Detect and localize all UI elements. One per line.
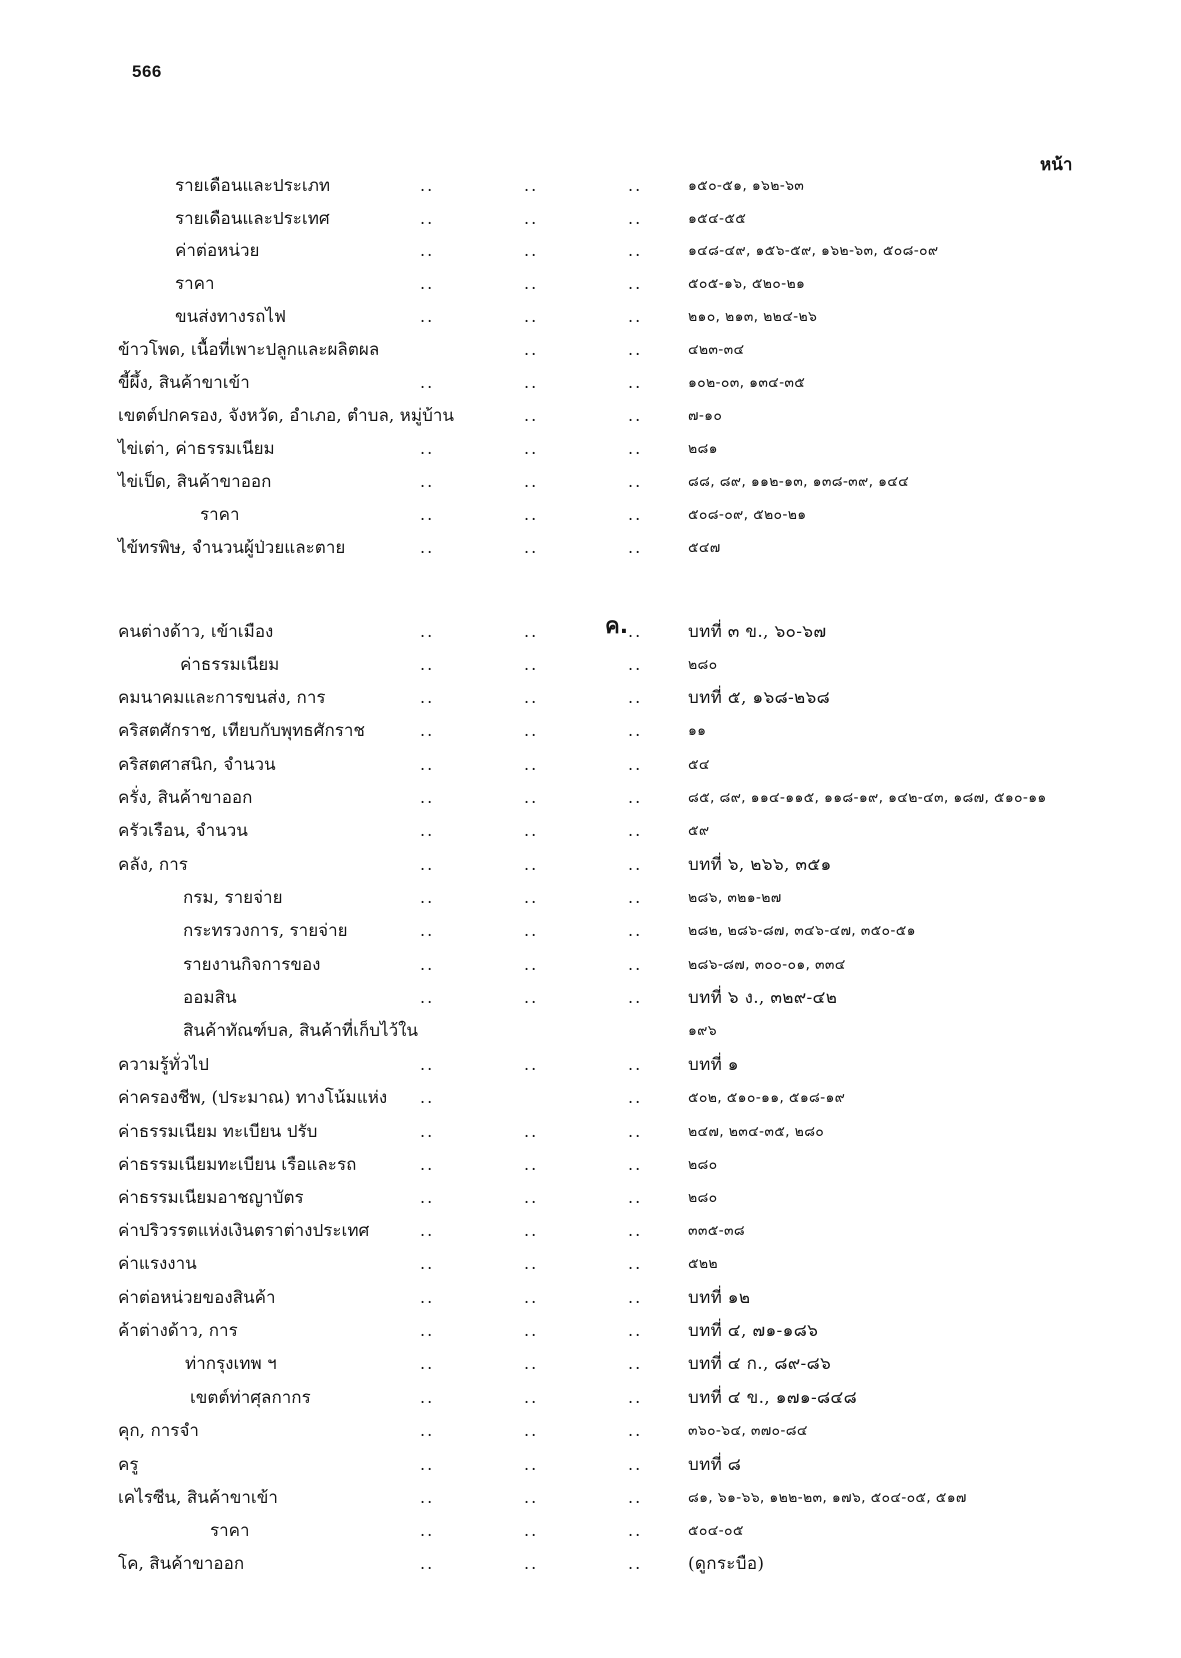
- leader-dots: ..: [420, 1055, 435, 1074]
- page-column-header: หน้า: [1040, 155, 1073, 175]
- index-row: [0, 1516, 1181, 1546]
- index-row: [0, 1150, 1181, 1180]
- leader-dots: ..: [628, 755, 643, 774]
- index-row: [0, 1283, 1181, 1313]
- index-row: [0, 1450, 1181, 1480]
- index-row: [0, 1216, 1181, 1246]
- leader-dots: ..: [524, 921, 539, 940]
- leader-dots: ..: [420, 1155, 435, 1174]
- leader-dots: ..: [420, 821, 435, 840]
- index-page-refs: บทที่ ๘: [688, 1455, 742, 1475]
- leader-dots: ..: [628, 1321, 643, 1340]
- index-term: ค่าธรรมเนียม: [180, 655, 280, 675]
- leader-dots: ..: [628, 655, 643, 674]
- leader-dots: ..: [420, 274, 435, 293]
- leader-dots: ..: [524, 655, 539, 674]
- index-row: [0, 204, 1181, 234]
- leader-dots: ..: [420, 439, 435, 458]
- leader-dots: ..: [420, 472, 435, 491]
- leader-dots: ..: [420, 1488, 435, 1507]
- index-term: ค่าธรรมเนียม ทะเบียน ปรับ: [118, 1122, 318, 1142]
- leader-dots: ..: [628, 1421, 643, 1440]
- index-page-refs: ๒๑๐, ๒๑๓, ๒๒๔-๒๖: [688, 309, 818, 325]
- leader-dots: ..: [524, 241, 539, 260]
- leader-dots: ..: [524, 622, 539, 641]
- leader-dots: ..: [524, 538, 539, 557]
- index-page-refs: ๔๒๓-๓๔: [688, 342, 745, 358]
- leader-dots: ..: [420, 1254, 435, 1273]
- leader-dots: ..: [524, 307, 539, 326]
- index-row: [0, 1050, 1181, 1080]
- index-page-refs: บทที่ ๔ ข., ๑๗๑-๘๔๘: [688, 1388, 858, 1408]
- index-row: [0, 1349, 1181, 1379]
- leader-dots: ..: [628, 1354, 643, 1373]
- leader-dots: ..: [524, 439, 539, 458]
- leader-dots: ..: [628, 406, 643, 425]
- leader-dots: ..: [420, 921, 435, 940]
- leader-dots: ..: [420, 1321, 435, 1340]
- index-term: รายเดือนและประเทศ: [175, 209, 330, 229]
- leader-dots: ..: [524, 688, 539, 707]
- index-term: ขี้ผึ้ง, สินค้าขาเข้า: [118, 373, 250, 393]
- leader-dots: ..: [628, 721, 643, 740]
- index-row: [0, 1249, 1181, 1279]
- index-row: [0, 650, 1181, 680]
- leader-dots: ..: [524, 1321, 539, 1340]
- leader-dots: ..: [420, 688, 435, 707]
- index-page-refs: ๒๘๐: [688, 1157, 718, 1173]
- index-row: [0, 500, 1181, 530]
- index-term: ค่าต่อหน่วย: [175, 241, 260, 261]
- leader-dots: ..: [524, 176, 539, 195]
- index-row: [0, 1316, 1181, 1346]
- index-term: คมนาคมและการขนส่ง, การ: [118, 688, 326, 708]
- index-page-refs: ๑๔๘-๔๙, ๑๕๖-๕๙, ๑๖๒-๖๓, ๕๐๘-๐๙: [688, 243, 939, 259]
- index-row: [0, 1183, 1181, 1213]
- index-term: ครู: [118, 1455, 139, 1475]
- index-term: ไข่เต่า, ค่าธรรมเนียม: [118, 439, 275, 459]
- leader-dots: ..: [524, 988, 539, 1007]
- leader-dots: ..: [420, 1288, 435, 1307]
- index-page-refs: บทที่ ๕, ๑๖๘-๒๖๘: [688, 688, 831, 708]
- leader-dots: ..: [420, 505, 435, 524]
- index-term: เขตต์ปกครอง, จังหวัด, อำเภอ, ตำบล, หมู่บ้าน: [118, 406, 455, 426]
- leader-dots: ..: [524, 1188, 539, 1207]
- leader-dots: ..: [420, 788, 435, 807]
- leader-dots: ..: [524, 888, 539, 907]
- index-row: [0, 401, 1181, 431]
- index-term: ค่าธรรมเนียมทะเบียน เรือและรถ: [118, 1155, 357, 1175]
- index-page-refs: บทที่ ๓ ข., ๖๐-๖๗: [688, 622, 827, 642]
- index-page-refs: ๓๓๕-๓๘: [688, 1223, 745, 1239]
- leader-dots: ..: [420, 1554, 435, 1573]
- leader-dots: ..: [524, 274, 539, 293]
- index-row: [0, 302, 1181, 332]
- leader-dots: ..: [628, 788, 643, 807]
- leader-dots: ..: [524, 1288, 539, 1307]
- leader-dots: ..: [420, 1388, 435, 1407]
- index-page-refs: ๒๘๐: [688, 657, 718, 673]
- index-term: ครั่ง, สินค้าขาออก: [118, 788, 253, 808]
- page-number: 566: [132, 62, 162, 81]
- leader-dots: ..: [420, 955, 435, 974]
- leader-dots: ..: [524, 1221, 539, 1240]
- index-page-refs: ๘๑, ๖๑-๖๖, ๑๒๒-๒๓, ๑๗๖, ๕๐๔-๐๕, ๕๑๗: [688, 1490, 967, 1506]
- leader-dots: ..: [628, 1388, 643, 1407]
- index-page-refs: ๒๘๑: [688, 441, 718, 457]
- leader-dots: ..: [628, 1155, 643, 1174]
- index-page-refs: ๕๐๘-๐๙, ๕๒๐-๒๑: [688, 507, 807, 523]
- index-row: [0, 1483, 1181, 1513]
- index-term: ค่าแรงงาน: [118, 1254, 197, 1274]
- index-row: [0, 750, 1181, 780]
- index-page-refs: ๘๕, ๘๙, ๑๑๔-๑๑๕, ๑๑๘-๑๙, ๑๔๒-๔๓, ๑๘๗, ๕๑๐-๑๑: [688, 790, 1047, 806]
- leader-dots: ..: [628, 274, 643, 293]
- leader-dots: ..: [628, 538, 643, 557]
- leader-dots: ..: [420, 1088, 435, 1107]
- index-row: [0, 716, 1181, 746]
- leader-dots: ..: [524, 1554, 539, 1573]
- leader-dots: ..: [524, 1155, 539, 1174]
- index-term: ขนส่งทางรถไฟ: [175, 307, 286, 327]
- leader-dots: ..: [420, 1521, 435, 1540]
- index-row: [0, 916, 1181, 946]
- index-term: รายงานกิจการของ: [183, 955, 321, 975]
- leader-dots: ..: [524, 788, 539, 807]
- leader-dots: ..: [628, 176, 643, 195]
- index-row: [0, 1083, 1181, 1113]
- leader-dots: ..: [628, 622, 643, 641]
- leader-dots: ..: [420, 209, 435, 228]
- leader-dots: ..: [628, 1188, 643, 1207]
- index-term: เคไรซีน, สินค้าขาเข้า: [118, 1488, 278, 1508]
- index-page-refs: ๕๔๗: [688, 540, 721, 556]
- leader-dots: ..: [524, 821, 539, 840]
- index-page-refs: ๕๐๔-๐๕: [688, 1523, 744, 1539]
- index-row: [0, 883, 1181, 913]
- leader-dots: ..: [524, 1254, 539, 1273]
- index-page-refs: ๕๙: [688, 823, 710, 839]
- index-page-refs: ๒๔๗, ๒๓๔-๓๕, ๒๘๐: [688, 1124, 825, 1140]
- leader-dots: ..: [628, 439, 643, 458]
- index-term: ค่าต่อหน่วยของสินค้า: [118, 1288, 276, 1308]
- index-term: รายเดือนและประเภท: [175, 176, 331, 196]
- leader-dots: ..: [420, 1421, 435, 1440]
- index-row: [0, 1383, 1181, 1413]
- index-term: สินค้าทัณฑ์บล, สินค้าที่เก็บไว้ใน: [183, 1021, 419, 1041]
- index-term: โค, สินค้าขาออก: [118, 1554, 245, 1574]
- index-page-refs: ๕๐๕-๑๖, ๕๒๐-๒๑: [688, 276, 806, 292]
- index-term: คนต่างด้าว, เข้าเมือง: [118, 622, 274, 642]
- index-row: [0, 1117, 1181, 1147]
- index-row: [0, 1416, 1181, 1446]
- leader-dots: ..: [628, 888, 643, 907]
- leader-dots: ..: [524, 472, 539, 491]
- index-page-refs: ๑๑: [688, 723, 707, 739]
- leader-dots: ..: [420, 855, 435, 874]
- leader-dots: ..: [420, 988, 435, 1007]
- leader-dots: ..: [420, 241, 435, 260]
- leader-dots: ..: [420, 307, 435, 326]
- index-page-refs: บทที่ ๖, ๒๖๖, ๓๕๑: [688, 855, 832, 875]
- leader-dots: ..: [524, 755, 539, 774]
- index-row: [0, 1549, 1181, 1579]
- leader-dots: ..: [524, 721, 539, 740]
- index-row: [0, 171, 1181, 201]
- leader-dots: ..: [628, 505, 643, 524]
- index-term: คุก, การจำ: [118, 1421, 199, 1441]
- index-term: คลัง, การ: [118, 855, 188, 875]
- leader-dots: ..: [524, 209, 539, 228]
- index-page-refs: บทที่ ๔, ๗๑-๑๘๖: [688, 1321, 819, 1341]
- leader-dots: ..: [628, 472, 643, 491]
- leader-dots: ..: [524, 1388, 539, 1407]
- index-page-refs: ๕๒๒: [688, 1256, 718, 1272]
- leader-dots: ..: [524, 855, 539, 874]
- index-term: ราคา: [200, 505, 240, 525]
- index-page-refs: ๑๕๔-๕๕: [688, 211, 747, 227]
- index-page-refs: (ดูกระบือ): [688, 1554, 765, 1574]
- leader-dots: ..: [628, 209, 643, 228]
- leader-dots: ..: [628, 1088, 643, 1107]
- index-page-refs: ๒๘๐: [688, 1190, 718, 1206]
- index-term: ค้าต่างด้าว, การ: [118, 1321, 238, 1341]
- leader-dots: ..: [628, 988, 643, 1007]
- index-row: [0, 434, 1181, 464]
- leader-dots: ..: [628, 1221, 643, 1240]
- leader-dots: ..: [628, 855, 643, 874]
- leader-dots: ..: [524, 1521, 539, 1540]
- index-term: กระทรวงการ, รายจ่าย: [183, 921, 348, 941]
- leader-dots: ..: [420, 1455, 435, 1474]
- index-term: ข้าวโพด, เนื้อที่เพาะปลูกและผลิตผล: [118, 340, 380, 360]
- index-row: [0, 335, 1181, 365]
- index-page-refs: บทที่ ๖ ง., ๓๒๙-๔๒: [688, 988, 838, 1008]
- index-page-refs: ๑๙๖: [688, 1023, 717, 1039]
- index-page-refs: ๘๘, ๘๙, ๑๑๒-๑๓, ๑๓๘-๓๙, ๑๔๔: [688, 474, 910, 490]
- leader-dots: ..: [420, 373, 435, 392]
- index-term: กรม, รายจ่าย: [183, 888, 283, 908]
- index-term: ออมสิน: [183, 988, 237, 1008]
- leader-dots: ..: [524, 505, 539, 524]
- leader-dots: ..: [628, 241, 643, 260]
- index-page-refs: ๒๘๒, ๒๘๖-๘๗, ๓๔๖-๔๗, ๓๕๐-๕๑: [688, 923, 916, 939]
- leader-dots: ..: [420, 888, 435, 907]
- index-page-refs: ๗-๑๐: [688, 408, 723, 424]
- section-letter: ค.: [605, 614, 629, 639]
- leader-dots: ..: [524, 1421, 539, 1440]
- leader-dots: ..: [420, 1354, 435, 1373]
- index-row: [0, 467, 1181, 497]
- index-row: [0, 269, 1181, 299]
- index-row: [0, 1016, 1181, 1046]
- index-term: ท่ากรุงเทพ ฯ: [185, 1354, 277, 1374]
- index-term: ไข่เป็ด, สินค้าขาออก: [118, 472, 272, 492]
- index-row: [0, 983, 1181, 1013]
- leader-dots: ..: [524, 1488, 539, 1507]
- index-page-refs: ๒๘๖-๘๗, ๓๐๐-๐๑, ๓๓๔: [688, 957, 846, 973]
- index-page-refs: ๕๐๒, ๕๑๐-๑๑, ๕๑๘-๑๙: [688, 1090, 846, 1106]
- leader-dots: ..: [628, 1521, 643, 1540]
- leader-dots: ..: [420, 1221, 435, 1240]
- index-term: คริสตศาสนิก, จำนวน: [118, 755, 276, 775]
- leader-dots: ..: [628, 1254, 643, 1273]
- index-page-refs: ๑๕๐-๕๑, ๑๖๒-๖๓: [688, 178, 805, 194]
- leader-dots: ..: [420, 538, 435, 557]
- leader-dots: ..: [420, 755, 435, 774]
- leader-dots: ..: [420, 655, 435, 674]
- index-term: ครัวเรือน, จำนวน: [118, 821, 248, 841]
- index-term: ไข้ทรพิษ, จำนวนผู้ป่วยและตาย: [118, 538, 346, 558]
- leader-dots: ..: [524, 1055, 539, 1074]
- index-term: ค่าปริวรรตแห่งเงินตราต่างประเทศ: [118, 1221, 370, 1241]
- index-term: ความรู้ทั่วไป: [118, 1055, 209, 1075]
- index-term: ค่าครองชีพ, (ประมาณ) ทางโน้มแห่ง: [118, 1088, 388, 1108]
- leader-dots: ..: [628, 955, 643, 974]
- leader-dots: ..: [420, 721, 435, 740]
- index-row: [0, 950, 1181, 980]
- leader-dots: ..: [628, 1288, 643, 1307]
- index-page-refs: ๕๔: [688, 757, 710, 773]
- index-term: คริสตศักราช, เทียบกับพุทธศักราช: [118, 721, 365, 741]
- index-page-refs: ๑๐๒-๐๓, ๑๓๔-๓๕: [688, 375, 806, 391]
- index-row: [0, 533, 1181, 563]
- index-row: [0, 236, 1181, 266]
- index-term: ราคา: [175, 274, 215, 294]
- leader-dots: ..: [524, 955, 539, 974]
- index-term: ราคา: [210, 1521, 250, 1541]
- leader-dots: ..: [628, 340, 643, 359]
- index-row: [0, 683, 1181, 713]
- leader-dots: ..: [628, 1554, 643, 1573]
- index-row: [0, 617, 1181, 647]
- leader-dots: ..: [628, 1122, 643, 1141]
- leader-dots: ..: [628, 1488, 643, 1507]
- leader-dots: ..: [524, 373, 539, 392]
- leader-dots: ..: [420, 622, 435, 641]
- leader-dots: ..: [420, 176, 435, 195]
- index-page-refs: บทที่ ๔ ก., ๘๙-๘๖: [688, 1354, 832, 1374]
- leader-dots: ..: [420, 1188, 435, 1207]
- leader-dots: ..: [524, 1455, 539, 1474]
- leader-dots: ..: [628, 921, 643, 940]
- index-page-refs: ๒๘๖, ๓๒๑-๒๗: [688, 890, 782, 906]
- leader-dots: ..: [420, 1122, 435, 1141]
- leader-dots: ..: [628, 1055, 643, 1074]
- index-row: [0, 368, 1181, 398]
- index-term: เขตต์ท่าศุลกากร: [190, 1388, 311, 1408]
- leader-dots: ..: [628, 821, 643, 840]
- index-row: [0, 850, 1181, 880]
- leader-dots: ..: [524, 1354, 539, 1373]
- index-row: [0, 816, 1181, 846]
- index-page-refs: บทที่ ๑๒: [688, 1288, 751, 1308]
- leader-dots: ..: [628, 373, 643, 392]
- index-row: [0, 783, 1181, 813]
- index-page-refs: บทที่ ๑: [688, 1055, 739, 1075]
- leader-dots: ..: [524, 340, 539, 359]
- leader-dots: ..: [524, 1122, 539, 1141]
- leader-dots: ..: [628, 307, 643, 326]
- leader-dots: ..: [628, 1455, 643, 1474]
- leader-dots: ..: [628, 688, 643, 707]
- index-term: ค่าธรรมเนียมอาชญาบัตร: [118, 1188, 304, 1208]
- index-page-refs: ๓๖๐-๖๔, ๓๗๐-๘๔: [688, 1423, 808, 1439]
- leader-dots: ..: [524, 406, 539, 425]
